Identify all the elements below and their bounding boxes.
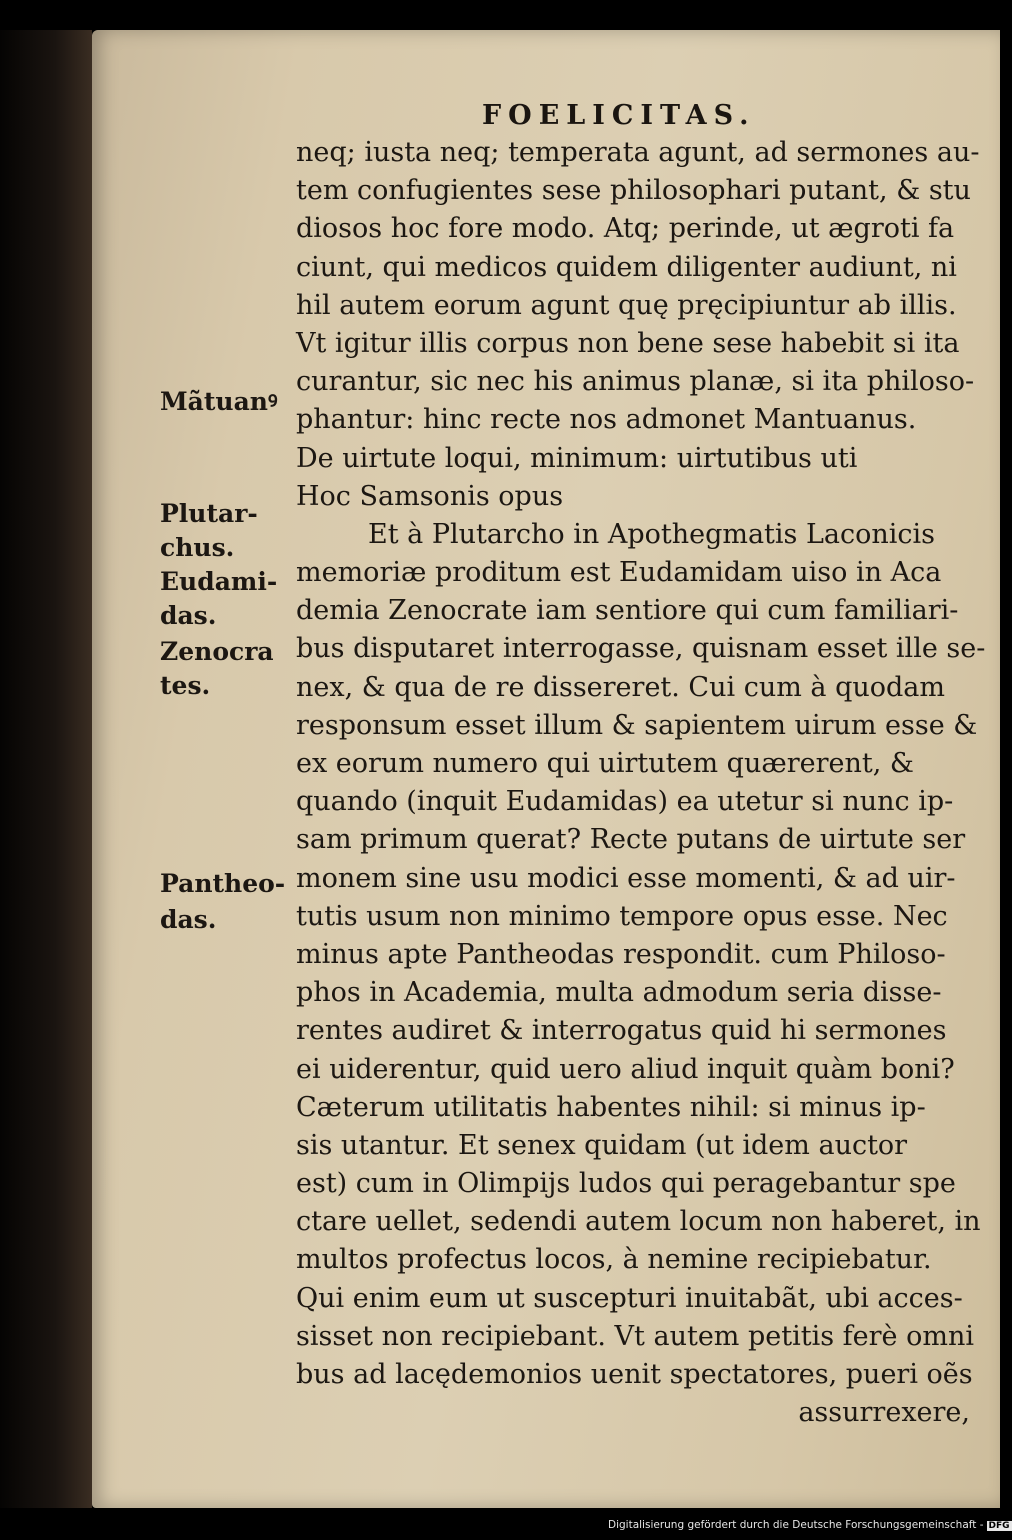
text-line: phos in Academia, multa admodum seria disse- (296, 977, 942, 1009)
margin-note-mantuanus: Mãtuanꝰ (160, 387, 278, 416)
text-line: sam primum querat? Recte putans de uirtute ser (296, 824, 966, 856)
running-head: FOELICITAS. (482, 100, 756, 131)
text-line: memoriæ proditum est Eudamidam uiso in Aca (296, 557, 942, 589)
text-line: ctare uellet, sedendi autem locum non haberet, in (296, 1206, 981, 1238)
text-line: tem confugientes sese philosophari putant, & stu (296, 175, 971, 207)
text-line: neq; iusta neq; temperata agunt, ad sermones au- (296, 137, 980, 168)
catchword-line: assurrexere, (798, 1397, 970, 1429)
text-line: Qui enim eum ut suscepturi inuitabãt, ubi acces- (296, 1282, 963, 1314)
text-line: demia Zenocrate iam sentiore qui cum familiari- (296, 595, 959, 627)
text-line: Cæterum utilitatis habentes nihil: si minus ip- (296, 1091, 926, 1123)
text-line: Et à Plutarcho in Apothegmatis Laconicis (368, 518, 936, 550)
text-line: hil autem eorum agunt quę pręcipiuntur ab illis. (296, 289, 957, 321)
text-line: curantur, sic nec his animus planæ, si ita philoso- (296, 366, 975, 398)
margin-note-eudamidas-1: Eudami- (160, 567, 278, 596)
margin-note-plutarchus-2: chus. (160, 533, 235, 562)
dfg-logo: DFG (988, 1521, 1010, 1531)
text-line: quando (inquit Eudamidas) ea utetur si nunc ip- (296, 786, 954, 818)
text-line: monem sine usu modici esse momenti, & ad uir- (296, 862, 956, 894)
margin-note-zenocrates-1: Zenocra (160, 637, 274, 666)
text-line: ei uiderentur, quid uero aliud inquit quàm boni? (296, 1053, 955, 1085)
text-line: ex eorum numero qui uirtutem quærerent, & (296, 748, 914, 779)
text-line: tutis usum non minimo tempore opus esse. Nec (296, 900, 948, 932)
book-spine-shadow (0, 30, 92, 1508)
margin-note-eudamidas-2: das. (160, 601, 217, 630)
margin-note-pantheodas-2: das. (160, 905, 217, 934)
text-line: bus disputaret interrogasse, quisnam esset ille se- (296, 633, 986, 665)
text-line: Vt igitur illis corpus non bene sese habebit si ita (296, 327, 960, 359)
text-line: diosos hoc fore modo. Atq; perinde, ut ægroti fa (296, 213, 955, 245)
margin-note-pantheodas-1: Pantheo- (160, 869, 286, 898)
text-line: rentes audiret & interrogatus quid hi sermones (296, 1015, 947, 1047)
text-line: nex, & qua de re dissereret. Cui cum à quodam (296, 671, 945, 703)
text-line: bus ad lacędemonios uenit spectatores, pueri oẽs (296, 1359, 973, 1390)
text-line: ciunt, qui medicos quidem diligenter audiunt, ni (296, 251, 957, 283)
text-line: phantur: hinc recte nos admonet Mantuanus. (296, 404, 917, 436)
text-line: sisset non recipiebant. Vt autem petitis ferè omni (296, 1320, 974, 1352)
text-line: De uirtute loqui, minimum: uirtutibus uti (296, 442, 858, 474)
text-line: responsum esset illum & sapientem uirum esse & (296, 709, 978, 741)
text-line: sis utantur. Et senex quidam (ut idem auctor (296, 1129, 908, 1161)
text-line: minus apte Pantheodas respondit. cum Philoso- (296, 938, 946, 970)
text-line: est) cum in Olimpijs ludos qui peragebantur spe (296, 1168, 956, 1200)
digitization-footer (608, 1519, 1012, 1531)
margin-note-zenocrates-2: tes. (160, 671, 211, 700)
margin-note-plutarchus-1: Plutar- (160, 499, 258, 528)
footer-text: Digitalisierung gefördert durch die Deutsche Forschungsgemeinschaft - (608, 1519, 984, 1531)
text-line: Hoc Samsonis opus (296, 480, 564, 512)
text-line: multos profectus locos, à nemine recipiebatur. (296, 1244, 932, 1276)
body-text (296, 134, 986, 1432)
